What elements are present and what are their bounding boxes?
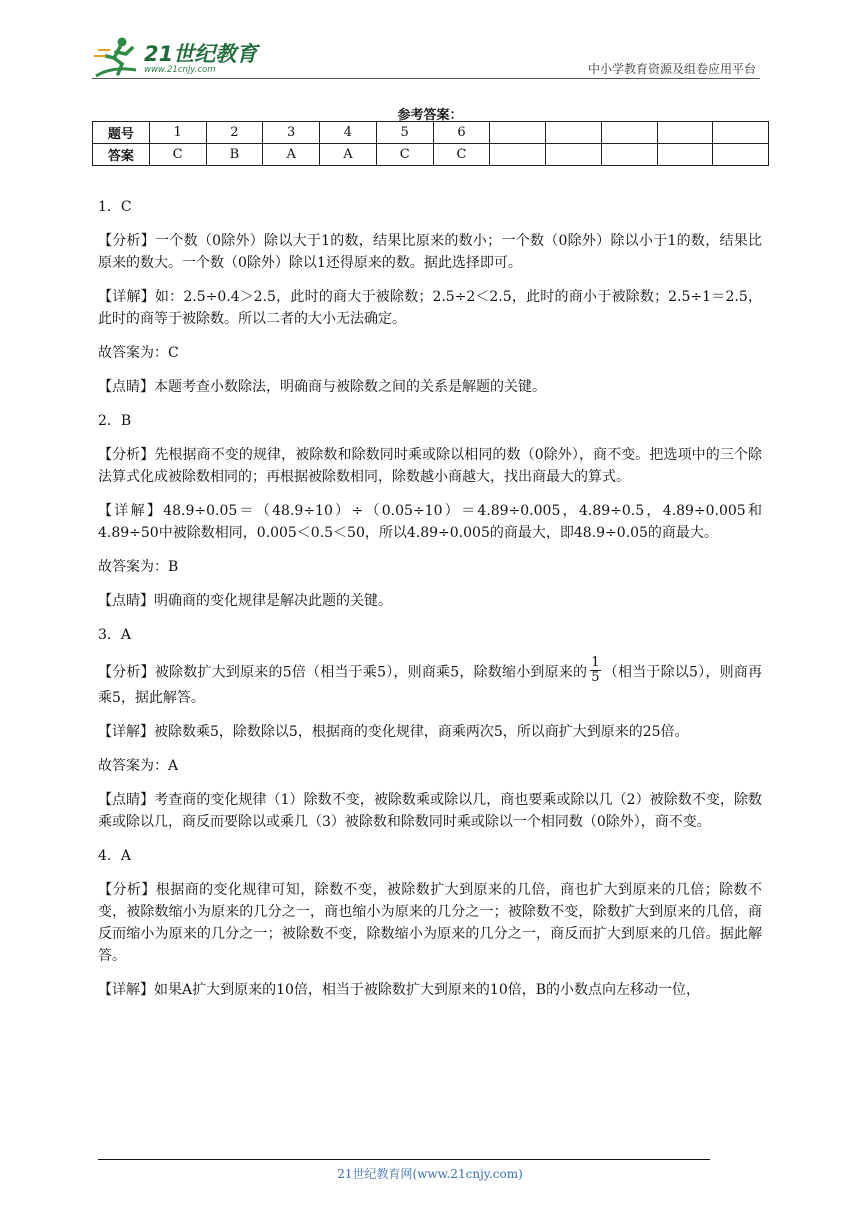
runner-logo-icon	[92, 36, 144, 80]
question-heading: 1．C	[98, 199, 132, 215]
table-cell	[657, 144, 713, 166]
analysis-paragraph: 【分析】根据商的变化规律可知，除数不变，被除数扩大到原来的几倍，商也扩大到原来的几倍；除数不变，被除数缩小为原来的几分之一，商也缩小为原来的几分之一；被除数不变，除数扩大到原来的几倍，商反而缩小为原来的几分之一；被除数不变，除数缩小为原来的几分之一，商反而扩大到原来的几倍。据此解答。	[98, 882, 762, 964]
table-cell	[713, 122, 769, 144]
logo-text: 21世纪教育	[144, 42, 258, 66]
answer-row	[93, 144, 769, 166]
detail-paragraph: 【详解】如果A扩大到原来的10倍，相当于被除数扩大到原来的10倍，B的小数点向左移动一位，	[98, 982, 701, 998]
analysis-text: （相当于除以5），则商再乘5，据此解答。	[98, 664, 762, 706]
question-heading: 3．A	[98, 627, 132, 643]
table-cell: 4	[320, 122, 377, 144]
answer-key-title: 参考答案：	[397, 108, 463, 123]
row-label: 题号	[93, 122, 150, 144]
answer-key-table	[92, 121, 769, 166]
table-cell	[713, 144, 769, 166]
footer-divider	[98, 1159, 710, 1160]
fraction-one-fifth	[590, 656, 600, 685]
table-cell: 5	[376, 122, 433, 144]
table-cell	[490, 144, 546, 166]
table-cell: 6	[433, 122, 490, 144]
site-logo[interactable]	[92, 36, 262, 80]
table-cell: C	[149, 144, 206, 166]
detail-paragraph: 【详解】被除数乘5，除数除以5，根据商的变化规律，商乘两次5，所以商扩大到原来的25倍。	[98, 724, 689, 740]
fraction-denominator: 5	[591, 670, 600, 685]
answer-line: 故答案为：A	[98, 758, 179, 774]
table-cell	[601, 122, 657, 144]
platform-name: 中小学教育资源及组卷应用平台	[587, 62, 756, 76]
table-cell: A	[263, 144, 320, 166]
table-cell	[490, 122, 546, 144]
analysis-paragraph	[98, 655, 762, 709]
table-cell: 3	[263, 122, 320, 144]
row-label: 答案	[93, 144, 150, 166]
fraction-numerator: 1	[591, 655, 600, 670]
table-cell: B	[206, 144, 263, 166]
detail-paragraph: 【详解】如：2.5÷0.4＞2.5，此时的商大于被除数；2.5÷2＜2.5，此时的商小于被除数；2.5÷1＝2.5，此时的商等于被除数。所以二者的大小无法确定。	[98, 289, 762, 327]
detail-paragraph: 【详解】48.9÷0.05＝（48.9÷10）÷（0.05÷10）＝4.89÷0.005，4.89÷0.5，4.89÷0.005和4.89÷50中被除数相同，0.005＜0.5＜50，所以4.89÷0.005的商最大，即48.9÷0.05的商最大。	[98, 503, 762, 541]
logo-url: www.21cnjy.com	[144, 65, 216, 75]
analysis-text: 【分析】被除数扩大到原来的5倍（相当于乘5），则商乘5，除数缩小到原来的	[98, 664, 588, 681]
comment-paragraph: 【点睛】考查商的变化规律（1）除数不变，被除数乘或除以几，商也要乘或除以几（2）被除数不变，除数乘或除以几，商反而要除以或乘几（3）被除数和除数同时乘或除以一个相同数（0除外），商不变。	[98, 792, 762, 830]
comment-paragraph: 【点睛】本题考查小数除法，明确商与被除数之间的关系是解题的关键。	[98, 379, 546, 395]
table-cell	[657, 122, 713, 144]
question-number-row	[93, 122, 769, 144]
table-cell	[546, 144, 602, 166]
table-cell: 1	[149, 122, 206, 144]
answer-line: 故答案为：B	[98, 559, 179, 575]
table-cell	[601, 144, 657, 166]
question-heading: 2．B	[98, 413, 132, 429]
table-cell: C	[433, 144, 490, 166]
analysis-paragraph: 【分析】一个数（0除外）除以大于1的数，结果比原来的数小；一个数（0除外）除以小于1的数，结果比原来的数大。一个数（0除外）除以1还得原来的数。据此选择即可。	[98, 233, 762, 271]
question-heading: 4．A	[98, 848, 132, 864]
table-cell	[546, 122, 602, 144]
table-cell: A	[320, 144, 377, 166]
footer-link[interactable]: 21世纪教育网(www.21cnjy.com)	[337, 1167, 523, 1181]
table-cell: 2	[206, 122, 263, 144]
analysis-paragraph: 【分析】先根据商不变的规律，被除数和除数同时乘或除以相同的数（0除外），商不变。把选项中的三个除法算式化成被除数相同的；再根据被除数相同，除数越小商越大，找出商最大的算式。	[98, 447, 762, 485]
header-divider	[92, 78, 760, 79]
table-cell: C	[376, 144, 433, 166]
answer-line: 故答案为：C	[98, 345, 179, 361]
solutions-body	[98, 196, 762, 1013]
page-header	[92, 30, 760, 80]
comment-paragraph: 【点睛】明确商的变化规律是解决此题的关键。	[98, 593, 392, 609]
